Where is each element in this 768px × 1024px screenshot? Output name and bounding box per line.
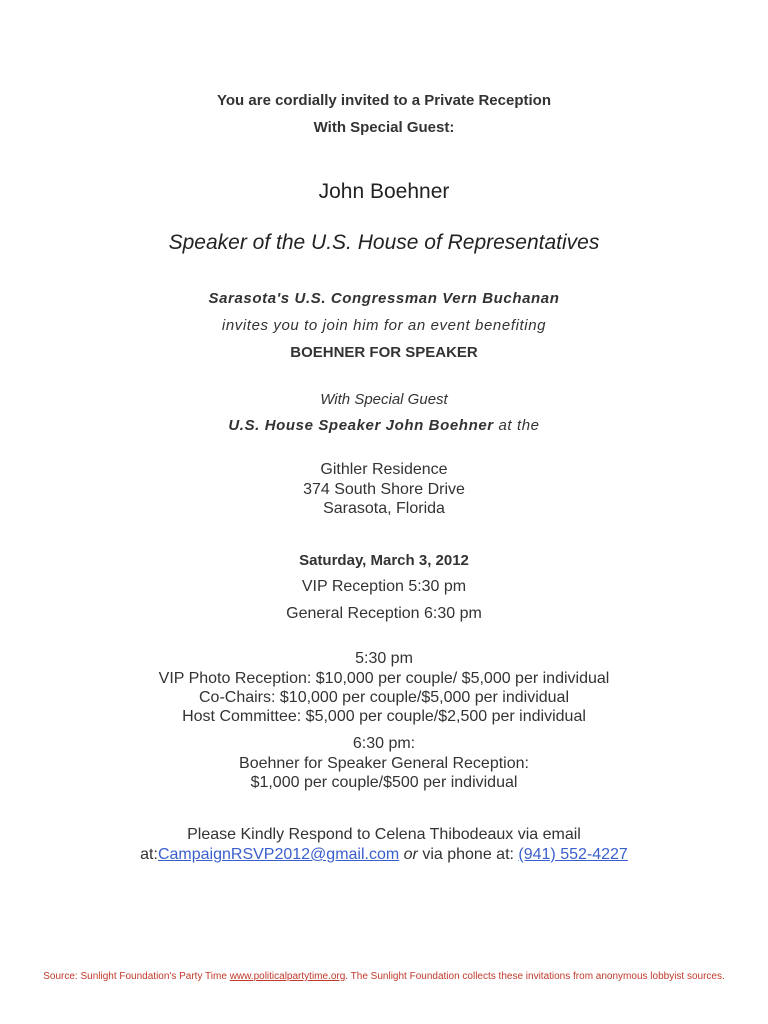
special-guest-label: With Special Guest [320,391,448,408]
vip-reception-time: VIP Reception 5:30 pm [301,578,467,595]
special-guest-suffix: at the [493,417,540,434]
general-reception-time: General Reception 6:30 pm [286,605,482,622]
source-footer [0,971,768,982]
guest-name: John Boehner [318,180,450,203]
intro-line-1: You are cordially invited to a Private Reception [217,92,551,109]
rsvp-email-link[interactable]: CampaignRSVP2012@gmail.com [157,846,400,863]
invites-line: invites you to join him for an event benefiting [221,317,547,334]
rsvp-or: or [403,846,418,863]
rsvp-phone-prefix: via phone at: [417,846,519,863]
general-reception-price: $1,000 per couple/$500 per individual [250,774,518,791]
rsvp-phone-link[interactable]: (941) 552-4227 [518,846,628,863]
rsvp-line-2 [0,846,768,864]
venue-name: Githler Residence [320,461,448,478]
host-committee-price: Host Committee: $5,000 per couple/$2,500 per individual [182,708,586,725]
pricing-time-2: 6:30 pm: [352,735,416,752]
host-line: Sarasota's U.S. Congressman Vern Buchanan [208,290,560,307]
special-guest-line [0,417,768,434]
guest-title: Speaker of the U.S. House of Representatives [168,231,600,254]
event-date: Saturday, March 3, 2012 [299,552,469,569]
rsvp-line-1: Please Kindly Respond to Celena Thibodeaux via email [187,826,581,843]
venue-street: 374 South Shore Drive [303,481,465,498]
beneficiary: BOEHNER FOR SPEAKER [290,344,478,361]
general-reception-label: Boehner for Speaker General Reception: [239,755,529,772]
venue-city: Sarasota, Florida [323,500,445,517]
footer-source-link[interactable]: www.politicalpartytime.org [229,971,346,982]
footer-prefix: Source: Sunlight Foundation's Party Time [43,971,230,982]
vip-photo-price: VIP Photo Reception: $10,000 per couple/ $5,000 per individual [158,670,610,687]
special-guest-name: U.S. House Speaker John Boehner [228,417,494,434]
intro-line-2: With Special Guest: [313,119,455,136]
rsvp-prefix: at: [140,846,158,863]
co-chairs-price: Co-Chairs: $10,000 per couple/$5,000 per individual [198,689,569,706]
footer-suffix: . The Sunlight Foundation collects these invitations from anonymous lobbyist sources. [345,971,725,982]
pricing-time-1: 5:30 pm [355,650,413,667]
